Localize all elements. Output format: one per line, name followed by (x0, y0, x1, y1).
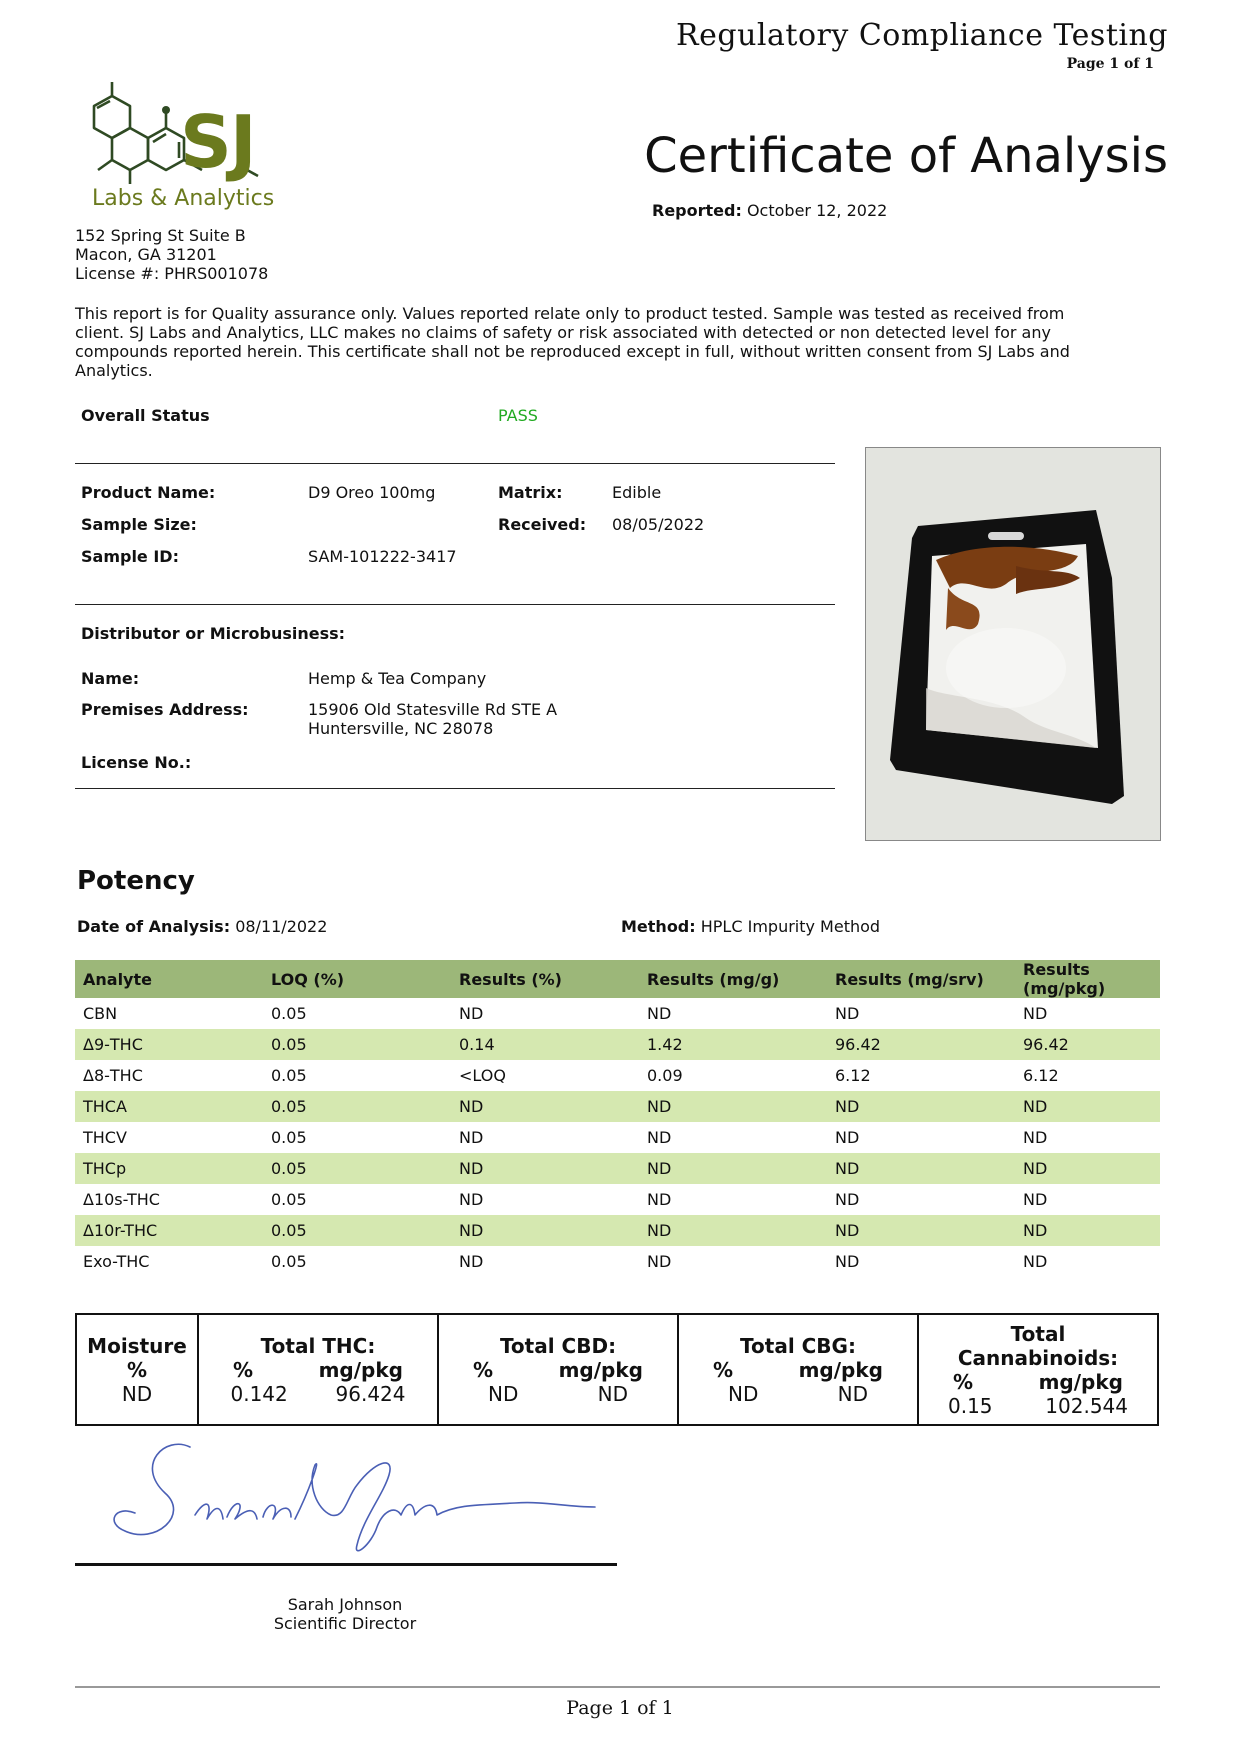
reported-value: October 12, 2022 (746, 201, 888, 220)
divider (75, 604, 835, 605)
lab-license: License #: PHRS001078 (75, 264, 269, 283)
potency-cell: ND (835, 1004, 860, 1023)
column-header: Results (mg/pkg) (1015, 960, 1160, 998)
divider (75, 788, 835, 789)
potency-cell: 0.05 (271, 1190, 307, 1209)
received-label: Received: (498, 515, 587, 534)
column-header: Results (mg/g) (639, 960, 827, 998)
total-cbd-pct-label: % (473, 1357, 494, 1382)
potency-row (75, 998, 1160, 1029)
potency-cell: 96.42 (827, 1029, 1015, 1060)
footer-divider (75, 1686, 1160, 1688)
potency-cell: ND (1015, 1215, 1160, 1246)
potency-cell: ND (647, 1004, 672, 1023)
potency-cell: ND (639, 1091, 827, 1122)
potency-cell: 0.05 (271, 1128, 307, 1147)
lab-address (75, 226, 268, 283)
potency-cell: 0.14 (451, 1029, 639, 1060)
total-cannabinoids-title-line2: Cannabinoids: (957, 1345, 1119, 1370)
matrix-value: Edible (612, 483, 662, 502)
signature-line (75, 1563, 617, 1566)
total-cbd-mg-label: mg/pkg (558, 1357, 643, 1382)
potency-cell: Δ8-THC (83, 1066, 143, 1085)
sample-id-label: Sample ID: (81, 547, 179, 566)
moisture-box (77, 1315, 199, 1424)
total-cbg-mg: ND (837, 1381, 868, 1406)
premises-address-label: Premises Address: (81, 700, 249, 719)
method-value: HPLC Impurity Method (700, 917, 881, 936)
potency-cell: ND (647, 1128, 672, 1147)
column-header: Analyte (75, 960, 263, 998)
premises-address-line2: Huntersville, NC 28078 (308, 719, 494, 738)
total-thc-pct-label: % (233, 1357, 254, 1382)
potency-cell: ND (459, 1190, 484, 1209)
total-thc-mg: 96.424 (335, 1381, 406, 1406)
potency-cell: ND (827, 1091, 1015, 1122)
total-cbg-pct: ND (728, 1381, 759, 1406)
potency-row (75, 1060, 1160, 1091)
potency-cell: 0.05 (271, 1066, 307, 1085)
potency-heading: Potency (77, 866, 195, 896)
total-thc-pct: 0.142 (230, 1381, 288, 1406)
product-name-value: D9 Oreo 100mg (308, 483, 436, 502)
signer-title: Scientific Director (273, 1614, 417, 1633)
potency-cell: 0.05 (263, 1029, 451, 1060)
certificate-title: Certificate of Analysis (644, 128, 1168, 184)
company-logo (80, 78, 300, 218)
potency-cell: ND (451, 1091, 639, 1122)
potency-cell: ND (835, 1128, 860, 1147)
potency-row (75, 1122, 1160, 1153)
total-cannabinoids-mg: 102.544 (1045, 1393, 1128, 1418)
potency-cell: ND (1015, 1153, 1160, 1184)
potency-cell: 6.12 (1023, 1066, 1059, 1085)
signer-name: Sarah Johnson (287, 1595, 403, 1614)
potency-cell: ND (459, 1128, 484, 1147)
sample-id-value: SAM-101222-3417 (308, 547, 457, 566)
potency-row (75, 1153, 1160, 1184)
total-cannabinoids-title-line1: Total (1010, 1321, 1066, 1346)
potency-cell: 0.05 (271, 1252, 307, 1271)
total-cbg-mg-label: mg/pkg (798, 1357, 883, 1382)
potency-cell: ND (827, 1153, 1015, 1184)
date-of-analysis-value: 08/11/2022 (235, 917, 328, 936)
distributor-heading: Distributor or Microbusiness: (81, 624, 346, 643)
potency-cell: Exo-THC (83, 1252, 150, 1271)
received-value: 08/05/2022 (612, 515, 705, 534)
potency-cell: ND (827, 1215, 1015, 1246)
potency-cell: Δ9-THC (75, 1029, 263, 1060)
potency-cell: ND (1015, 1091, 1160, 1122)
analysis-method (621, 917, 880, 936)
potency-row (75, 1246, 1160, 1277)
potency-cell: ND (835, 1190, 860, 1209)
potency-cell: ND (647, 1252, 672, 1271)
potency-cell: 6.12 (835, 1066, 871, 1085)
reported-label: Reported: (652, 201, 742, 220)
handwritten-signature (95, 1435, 605, 1560)
total-cbd-pct: ND (488, 1381, 519, 1406)
potency-cell: ND (1023, 1004, 1048, 1023)
potency-cell: 0.05 (263, 1215, 451, 1246)
logo-mark: SJ (180, 100, 255, 184)
method-label: Method: (621, 917, 696, 936)
potency-cell: ND (459, 1252, 484, 1271)
distributor-name-label: Name: (81, 669, 140, 688)
potency-cell: 96.42 (1015, 1029, 1160, 1060)
sample-size-label: Sample Size: (81, 515, 197, 534)
signature-image (95, 1435, 605, 1560)
total-cannabinoids-pct-label: % (953, 1369, 974, 1394)
column-header: Results (mg/srv) (827, 960, 1015, 998)
premises-address-line1: 15906 Old Statesville Rd STE A (308, 700, 558, 719)
potency-cell: ND (647, 1190, 672, 1209)
total-cbg-pct-label: % (713, 1357, 734, 1382)
total-cbd-mg: ND (597, 1381, 628, 1406)
premises-address-value (308, 700, 557, 738)
footer-page-number: Page 1 of 1 (566, 1697, 674, 1719)
product-name-label: Product Name: (81, 483, 216, 502)
potency-cell: 0.09 (647, 1066, 683, 1085)
date-of-analysis (77, 917, 327, 936)
potency-cell: THCV (83, 1128, 127, 1147)
potency-cell: ND (1023, 1190, 1048, 1209)
disclaimer-text: This report is for Quality assurance only. Values reported relate only to product tested. Sample was tested as received from client. SJ Labs and Analytics, LLC makes no claims of safety or risk associated with detected or non detected level for any compounds reported herein. This certificate shall not be reproduced except in full, without written consent from SJ Labs and Analytics. (75, 304, 1070, 380)
potency-cell: ND (1023, 1128, 1048, 1147)
potency-header-row (75, 960, 1160, 998)
lab-address-line1: 152 Spring St Suite B (75, 226, 246, 245)
total-cannabinoids-mg-label: mg/pkg (1038, 1369, 1123, 1394)
total-cannabinoids-pct: 0.15 (948, 1393, 993, 1418)
potency-cell: ND (639, 1215, 827, 1246)
potency-row (75, 1184, 1160, 1215)
potency-cell: 1.42 (639, 1029, 827, 1060)
potency-cell: ND (451, 1215, 639, 1246)
potency-cell: Δ10s-THC (83, 1190, 160, 1209)
reported-date (652, 201, 887, 220)
moisture-value: ND (121, 1381, 153, 1406)
total-cbd-title: Total CBD: (499, 1333, 617, 1358)
potency-cell: THCA (75, 1091, 263, 1122)
total-cbd-box (439, 1315, 679, 1424)
potency-cell: ND (459, 1004, 484, 1023)
distributor-name-value: Hemp & Tea Company (308, 669, 487, 688)
potency-cell: ND (835, 1252, 860, 1271)
potency-cell: THCp (75, 1153, 263, 1184)
potency-cell: CBN (83, 1004, 118, 1023)
total-thc-mg-label: mg/pkg (318, 1357, 403, 1382)
potency-row (75, 1091, 1160, 1122)
potency-cell: Δ10r-THC (75, 1215, 263, 1246)
total-cbg-box (679, 1315, 919, 1424)
potency-row (75, 1029, 1160, 1060)
product-package-image (866, 448, 1160, 840)
total-thc-box (199, 1315, 439, 1424)
column-header: LOQ (%) (263, 960, 451, 998)
potency-cell: 0.05 (263, 1153, 451, 1184)
moisture-unit: % (126, 1357, 148, 1382)
logo-tagline: Labs & Analytics (92, 186, 275, 211)
potency-cell: ND (639, 1153, 827, 1184)
potency-cell: ND (1023, 1252, 1048, 1271)
divider (75, 463, 835, 464)
lab-address-line2: Macon, GA 31201 (75, 245, 217, 264)
potency-table (75, 960, 1160, 1277)
potency-cell: 0.05 (271, 1004, 307, 1023)
total-thc-title: Total THC: (260, 1333, 376, 1358)
header-page-number: Page 1 of 1 (1066, 56, 1154, 72)
totals-summary (75, 1313, 1159, 1426)
report-type-title: Regulatory Compliance Testing (676, 18, 1168, 53)
product-photo (865, 447, 1161, 841)
total-cannabinoids-box (919, 1315, 1157, 1424)
overall-status-value: PASS (498, 406, 538, 425)
matrix-label: Matrix: (498, 483, 563, 502)
potency-cell: 0.05 (263, 1091, 451, 1122)
date-of-analysis-label: Date of Analysis: (77, 917, 231, 936)
signer-block (230, 1595, 460, 1633)
column-header: Results (%) (451, 960, 639, 998)
potency-row (75, 1215, 1160, 1246)
license-no-label: License No.: (81, 753, 192, 772)
moisture-title: Moisture (87, 1333, 187, 1358)
total-cbg-title: Total CBG: (740, 1333, 856, 1358)
potency-cell: ND (451, 1153, 639, 1184)
overall-status-label: Overall Status (81, 406, 210, 425)
potency-cell: <LOQ (459, 1066, 506, 1085)
